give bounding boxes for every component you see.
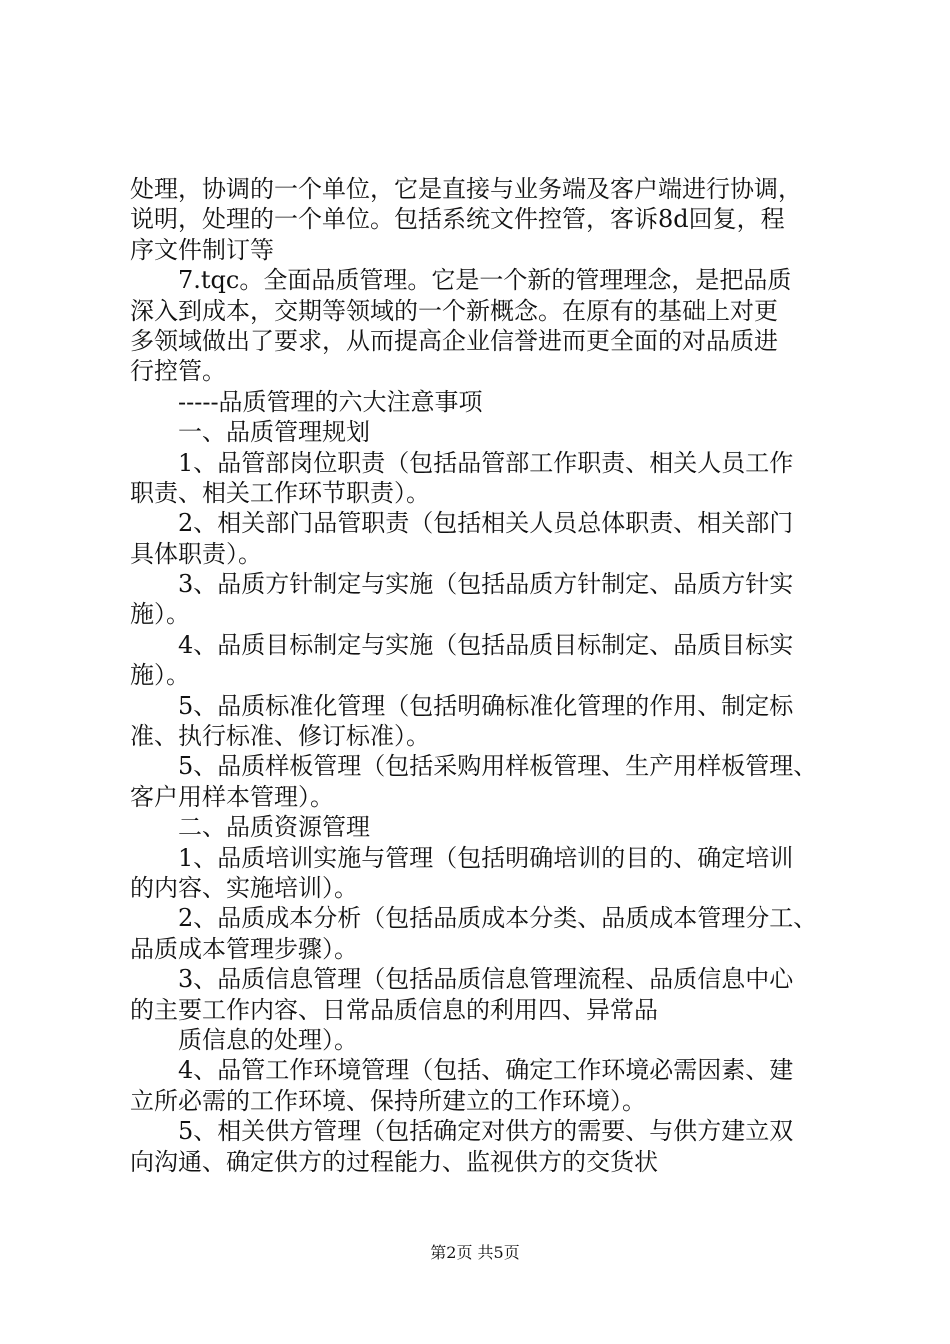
text-line: 行控管。 — [130, 357, 226, 386]
text-line: 深入到成本，交期等领域的一个新概念。在原有的基础上对更 — [130, 296, 778, 325]
text-line: 施）。 — [130, 661, 190, 690]
text-line: 向沟通、确定供方的过程能力、监视供方的交货状 — [130, 1147, 658, 1176]
text-line: 职责、相关工作环节职责）。 — [130, 478, 430, 507]
page-footer: 第2页 共5页 — [430, 1243, 520, 1262]
text-line: 施）。 — [130, 600, 190, 629]
text-line: 处理，协调的一个单位，它是直接与业务端及客户端进行协调， — [130, 175, 802, 203]
text-line: -----品质管理的六大注意事项 — [178, 387, 483, 416]
text-line: 二、品质资源管理 — [178, 813, 370, 842]
text-line: 5、品质标准化管理（包括明确标准化管理的作用、制定标 — [178, 691, 794, 720]
text-line: 多领域做出了要求，从而提高企业信誉进而更全面的对品质进 — [130, 326, 778, 355]
text-line: 1、品管部岗位职责（包括品管部工作职责、相关人员工作 — [178, 448, 794, 477]
text-line: 2、相关部门品管职责（包括相关人员总体职责、相关部门 — [178, 509, 794, 538]
document-body — [130, 174, 830, 1177]
text-line: 具体职责）。 — [130, 539, 262, 568]
text-line: 准、执行标准、修订标准）。 — [130, 722, 430, 751]
text-line: 质信息的处理）。 — [178, 1025, 358, 1054]
text-line: 1、品质培训实施与管理（包括明确培训的目的、确定培训 — [178, 843, 794, 872]
text-line: 7.tqc。全面品质管理。它是一个新的管理理念，是把品质 — [178, 266, 792, 295]
text-line: 品质成本管理步骤）。 — [130, 934, 358, 963]
text-line: 立所必需的工作环境、保持所建立的工作环境）。 — [130, 1086, 646, 1115]
text-line: 3、品质信息管理（包括品质信息管理流程、品质信息中心 — [178, 965, 794, 994]
text-line: 5、品质样板管理（包括采购用样板管理、生产用样板管理、 — [178, 752, 818, 781]
text-line: 2、品质成本分析（包括品质成本分类、品质成本管理分工、 — [178, 904, 818, 933]
text-line: 的主要工作内容、日常品质信息的利用四、异常品 — [130, 995, 658, 1024]
text-line: 一、品质管理规划 — [178, 418, 370, 447]
text-line: 客户用样本管理）。 — [130, 782, 334, 811]
text-line: 5、相关供方管理（包括确定对供方的需要、与供方建立双 — [178, 1117, 794, 1146]
text-line: 说明，处理的一个单位。包括系统文件控管，客诉8d回复，程 — [130, 205, 785, 234]
text-line: 4、品管工作环境管理（包括、确定工作环境必需因素、建 — [178, 1056, 794, 1085]
text-line: 序文件制订等 — [130, 235, 274, 264]
text-line: 4、品质目标制定与实施（包括品质目标制定、品质目标实 — [178, 630, 794, 659]
text-line: 3、品质方针制定与实施（包括品质方针制定、品质方针实 — [178, 570, 794, 599]
text-line: 的内容、实施培训）。 — [130, 873, 358, 902]
